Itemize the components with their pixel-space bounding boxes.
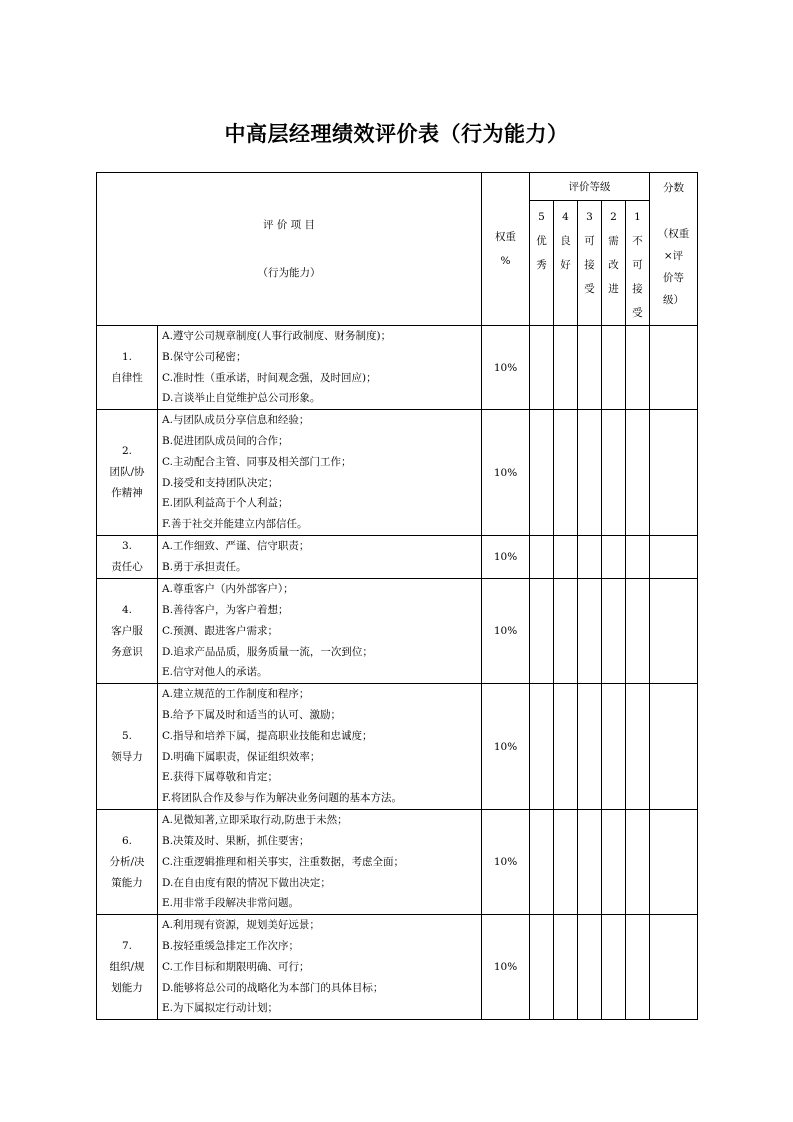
- criteria-item: C.预测、跟进客户需求；: [162, 624, 278, 637]
- header-score-line: ×评: [663, 250, 684, 262]
- criteria-item: B.促进团队成员间的合作；: [162, 435, 289, 448]
- grade-input-cell[interactable]: [554, 579, 578, 684]
- grade-level-num: 4: [562, 211, 569, 223]
- criteria-item: B.勇于承担责任。: [162, 561, 247, 574]
- grade-level-char: 优: [536, 235, 547, 247]
- criteria-item: C.工作目标和期限明确、可行；: [162, 960, 310, 973]
- grade-input-cell[interactable]: [530, 810, 554, 915]
- score-input-cell[interactable]: [650, 915, 698, 1020]
- criteria-item: E.获得下属尊敬和肯定；: [162, 771, 279, 784]
- category-name: 领导力: [111, 750, 143, 763]
- criteria-item: E.信守对他人的承诺。: [162, 666, 268, 679]
- category-number: 7.: [121, 939, 133, 952]
- grade-input-cell[interactable]: [602, 684, 626, 810]
- grade-level-char: 良: [560, 235, 571, 247]
- criteria-cell: [158, 536, 482, 579]
- criteria-item: F.将团队合作及参与作为解决业务问题的基本方法。: [162, 792, 402, 805]
- grade-input-cell[interactable]: [626, 810, 650, 915]
- criteria-item: F.善于社交并能建立内部信任。: [162, 518, 308, 531]
- criteria-item: A.建立规范的工作制度和程序；: [162, 688, 310, 701]
- criteria-item: A.遵守公司规章制度(人事行政制度、财务制度)；: [162, 330, 392, 342]
- header-grade-group: 评价等级: [530, 173, 650, 201]
- grade-input-cell[interactable]: [626, 579, 650, 684]
- criteria-item: D.在自由度有限的情况下做出决定；: [162, 876, 331, 889]
- grade-level-5: [530, 201, 554, 326]
- category-cell: [97, 915, 158, 1020]
- table-row: [97, 536, 698, 579]
- grade-level-num: 5: [538, 211, 545, 223]
- grade-level-char: 进: [608, 283, 619, 295]
- grade-level-2: [602, 201, 626, 326]
- grade-input-cell[interactable]: [530, 684, 554, 810]
- table-row: [97, 579, 698, 684]
- criteria-item: B.保守公司秘密；: [162, 350, 247, 363]
- criteria-item: B.按轻重缓急排定工作次序；: [162, 939, 300, 952]
- category-number: 5.: [121, 729, 133, 742]
- criteria-item: E.用非常手段解决非常问题。: [162, 897, 300, 910]
- criteria-item: E.为下属拟定行动计划；: [162, 1002, 279, 1015]
- category-cell: [97, 579, 158, 684]
- header-score-line: （权重: [657, 228, 690, 240]
- criteria-item: D.追求产品品质，服务质量一流，一次到位；: [162, 645, 373, 658]
- criteria-item: A.与团队成员分享信息和经验；: [162, 414, 310, 427]
- score-input-cell[interactable]: [650, 536, 698, 579]
- grade-input-cell[interactable]: [578, 915, 602, 1020]
- header-item-sub: （行为能力）: [257, 267, 321, 279]
- grade-input-cell[interactable]: [602, 915, 626, 1020]
- criteria-item: D.能够将总公司的战略化为本部门的具体目标；: [162, 981, 384, 994]
- grade-level-char: 接: [632, 283, 643, 295]
- category-number: 6.: [121, 834, 133, 847]
- score-input-cell[interactable]: [650, 410, 698, 536]
- category-cell: [97, 684, 158, 810]
- grade-input-cell[interactable]: [554, 684, 578, 810]
- grade-input-cell[interactable]: [602, 326, 626, 410]
- header-weight-label: 权重: [495, 231, 516, 243]
- grade-input-cell[interactable]: [578, 410, 602, 536]
- grade-level-3: [578, 201, 602, 326]
- table-row: [97, 326, 698, 410]
- grade-input-cell[interactable]: [530, 410, 554, 536]
- criteria-item: B.给予下属及时和适当的认可、激励；: [162, 709, 342, 722]
- category-number: 2.: [121, 445, 133, 458]
- grade-input-cell[interactable]: [554, 536, 578, 579]
- category-name: 策能力: [111, 876, 143, 889]
- table-row: [97, 915, 698, 1020]
- criteria-cell: [158, 410, 482, 536]
- grade-input-cell[interactable]: [530, 915, 554, 1020]
- table-row: [97, 810, 698, 915]
- header-score-line: 级）: [663, 294, 685, 306]
- criteria-item: B.善待客户，为客户着想；: [162, 603, 289, 616]
- criteria-item: A.工作细致、严谨、信守职责；: [162, 540, 310, 553]
- category-cell: [97, 810, 158, 915]
- category-name: 组织/规: [109, 960, 145, 973]
- grade-input-cell[interactable]: [530, 326, 554, 410]
- grade-input-cell[interactable]: [578, 536, 602, 579]
- criteria-item: A.尊重客户（内外部客户）；: [162, 583, 294, 596]
- table-row: [97, 684, 698, 810]
- grade-input-cell[interactable]: [602, 536, 626, 579]
- grade-level-char: 可: [632, 259, 643, 271]
- grade-level-1: [626, 201, 650, 326]
- category-cell: [97, 326, 158, 410]
- criteria-cell: [158, 915, 482, 1020]
- header-score-line: 价等: [663, 272, 685, 284]
- criteria-item: C.注重逻辑推理和相关事实，注重数据，考虑全面；: [162, 855, 404, 868]
- grade-input-cell[interactable]: [626, 915, 650, 1020]
- weight-cell: 10%: [482, 326, 530, 410]
- grade-input-cell[interactable]: [602, 410, 626, 536]
- grade-input-cell[interactable]: [626, 684, 650, 810]
- grade-input-cell[interactable]: [530, 579, 554, 684]
- header-score-label: 分数: [663, 182, 685, 194]
- weight-cell: 10%: [482, 579, 530, 684]
- criteria-item: C.准时性（重承诺，时间观念强，及时回应)；: [162, 371, 377, 384]
- criteria-item: E.团队利益高于个人利益；: [162, 497, 289, 510]
- grade-level-char: 受: [584, 283, 595, 295]
- grade-input-cell[interactable]: [626, 326, 650, 410]
- grade-input-cell[interactable]: [626, 536, 650, 579]
- criteria-cell: [158, 810, 482, 915]
- category-number: 3.: [121, 540, 133, 553]
- grade-level-char: 可: [584, 235, 595, 247]
- category-cell: [97, 536, 158, 579]
- table-row: [97, 410, 698, 536]
- grade-level-char: 秀: [536, 259, 547, 271]
- category-name: 分析/决: [109, 855, 145, 868]
- grade-input-cell[interactable]: [578, 684, 602, 810]
- weight-cell: 10%: [482, 684, 530, 810]
- criteria-item: D.接受和支持团队决定；: [162, 476, 279, 489]
- category-name: 务意识: [111, 645, 143, 658]
- grade-input-cell[interactable]: [578, 810, 602, 915]
- grade-input-cell[interactable]: [578, 326, 602, 410]
- grade-level-num: 1: [634, 211, 641, 223]
- grade-level-char: 受: [632, 307, 643, 319]
- criteria-item: D.明确下属职责，保证组织效率；: [162, 750, 321, 763]
- grade-level-char: 改: [608, 259, 619, 271]
- category-name: 责任心: [111, 561, 143, 574]
- header-score-cell: [650, 173, 698, 326]
- criteria-item: C.主动配合主管、同事及相关部门工作；: [162, 455, 352, 468]
- grade-level-num: 2: [610, 211, 617, 223]
- header-item-cell: [97, 173, 482, 326]
- weight-cell: 10%: [482, 915, 530, 1020]
- grade-level-char: 需: [608, 235, 619, 247]
- grade-level-char: 不: [632, 235, 643, 247]
- grade-input-cell[interactable]: [602, 579, 626, 684]
- page-title: 中高层经理绩效评价表（行为能力）: [224, 122, 569, 146]
- header-weight-cell: [482, 173, 530, 326]
- category-name: 自律性: [111, 371, 143, 384]
- category-number: 4.: [121, 603, 133, 616]
- category-name: 团队/协: [109, 466, 145, 479]
- grade-input-cell[interactable]: [602, 810, 626, 915]
- category-name: 客户服: [111, 624, 143, 637]
- grade-input-cell[interactable]: [578, 579, 602, 684]
- grade-level-4: [554, 201, 578, 326]
- grade-input-cell[interactable]: [626, 410, 650, 536]
- weight-cell: 10%: [482, 536, 530, 579]
- criteria-cell: [158, 684, 482, 810]
- category-name: 作精神: [111, 487, 143, 500]
- criteria-item: A.见微知著,立即采取行动,防患于未然；: [162, 814, 348, 827]
- criteria-item: B.决策及时、果断，抓住要害；: [162, 834, 310, 847]
- grade-input-cell[interactable]: [554, 810, 578, 915]
- score-input-cell[interactable]: [650, 684, 698, 810]
- header-item-label: 评 价 项 目: [262, 219, 315, 231]
- category-number: 1.: [121, 350, 133, 363]
- weight-cell: 10%: [482, 410, 530, 536]
- criteria-cell: [158, 579, 482, 684]
- evaluation-table: [96, 172, 698, 1020]
- grade-input-cell[interactable]: [554, 915, 578, 1020]
- grade-level-char: 好: [560, 259, 571, 271]
- score-input-cell[interactable]: [650, 326, 698, 410]
- category-cell: [97, 410, 158, 536]
- grade-input-cell[interactable]: [554, 326, 578, 410]
- grade-input-cell[interactable]: [530, 536, 554, 579]
- grade-input-cell[interactable]: [554, 410, 578, 536]
- category-name: 划能力: [111, 981, 143, 994]
- criteria-item: D.言谈举止自觉维护总公司形象。: [162, 392, 321, 405]
- weight-cell: 10%: [482, 810, 530, 915]
- score-input-cell[interactable]: [650, 579, 698, 684]
- criteria-item: C.指导和培养下属，提高职业技能和忠诚度；: [162, 729, 373, 742]
- header-weight-unit: %: [500, 255, 511, 267]
- grade-level-char: 接: [584, 259, 595, 271]
- grade-level-num: 3: [586, 211, 593, 223]
- criteria-item: A.利用现有资源，规划美好远景；: [162, 919, 320, 932]
- criteria-cell: [158, 326, 482, 410]
- score-input-cell[interactable]: [650, 810, 698, 915]
